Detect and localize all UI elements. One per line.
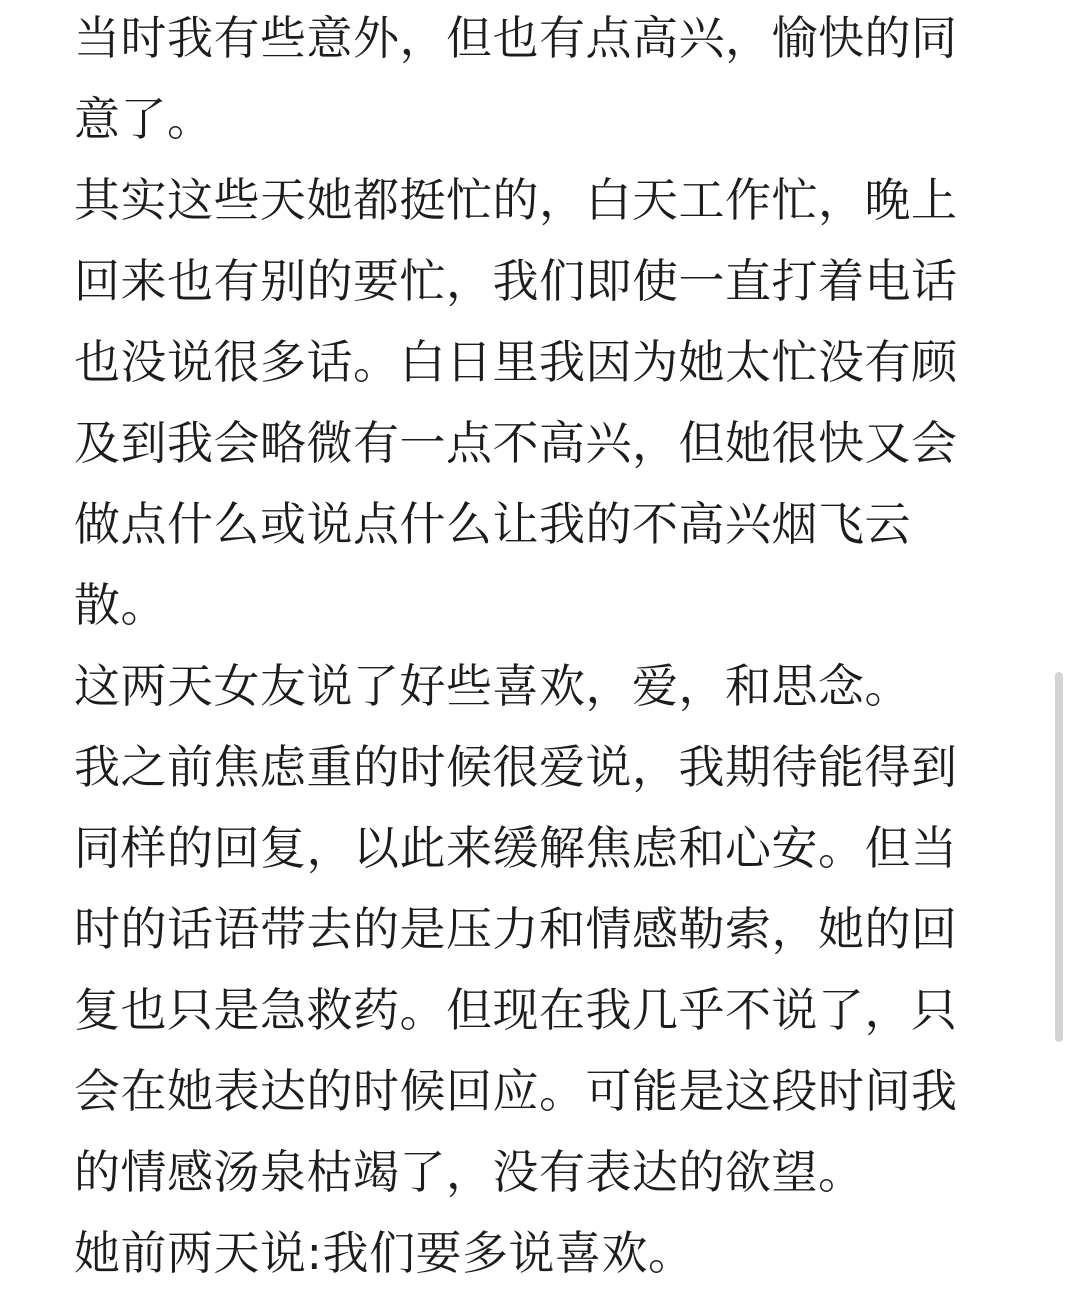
vertical-scrollbar-thumb[interactable] xyxy=(1055,672,1063,1042)
paragraph-3: 这两天女友说了好些喜欢，爱，和思念。 xyxy=(74,659,911,713)
paragraph-1: 当时我有些意外，但也有点高兴，愉快的同意了。 xyxy=(74,11,958,146)
paragraph-5: 她前两天说:我们要多说喜欢。 xyxy=(74,1226,695,1280)
paragraph-4: 我之前焦虑重的时候很爱说，我期待能得到同样的回复，以此来缓解焦虑和心安。但当时的话语带去的是压力和情感勒索，她的回复也只是急救药。但现在我几乎不说了，只会在她表达的时候回应。可能是这段时间我的情感汤泉枯竭了，没有表达的欲望。 xyxy=(74,740,958,1199)
paragraph-2: 其实这些天她都挺忙的，白天工作忙，晚上回来也有别的要忙，我们即使一直打着电话也没说很多话。白日里我因为她太忙没有顾及到我会略微有一点不高兴，但她很快又会做点什么或说点什么让我的不高兴烟飞云散。 xyxy=(74,173,958,632)
article-body xyxy=(74,0,974,1294)
